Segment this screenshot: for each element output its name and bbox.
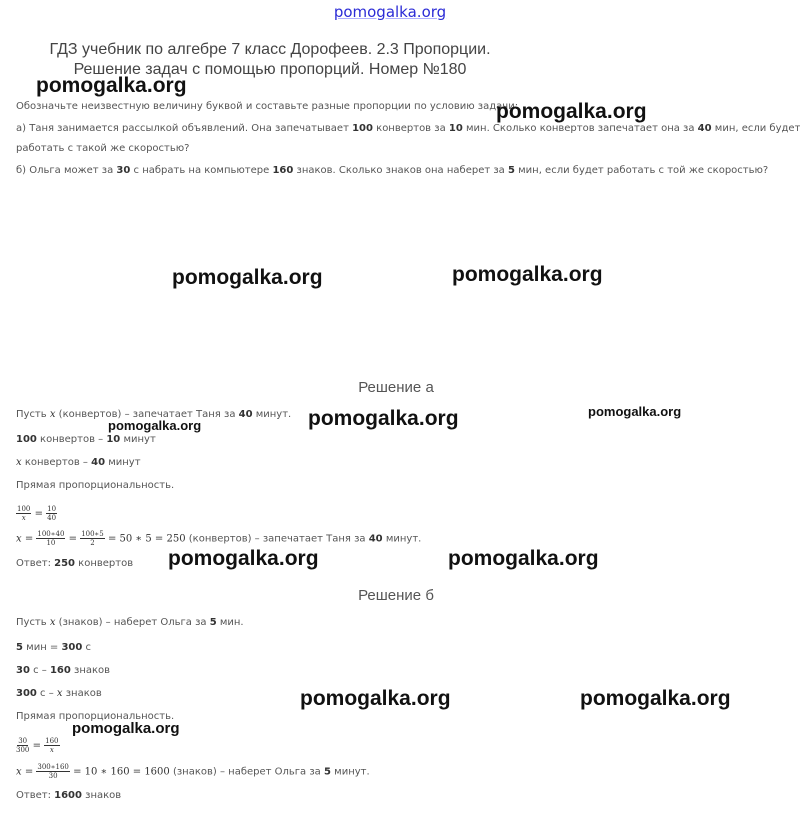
watermark: pomogalka.org: [580, 687, 731, 710]
solution-b-line4: 300 с – x знаков: [16, 688, 102, 699]
solution-a-line2: 100 конвертов – 10 минут: [16, 434, 156, 445]
solution-a-line4: Прямая пропорциональность.: [16, 480, 175, 491]
fraction: $\frac{100}{x}$: [17, 505, 31, 522]
watermark: pomogalka.org: [172, 266, 323, 289]
task-intro: Обозначьте неизвестную величину буквой и составьте разные пропорции по условию задачи:: [16, 101, 519, 112]
watermark: pomogalka.org: [496, 100, 647, 123]
watermark: pomogalka.org: [588, 404, 682, 419]
watermark: pomogalka.org: [108, 418, 202, 433]
solution-b-calc: x = $\frac{300∗160}{30}$ = 10 ∗ 160 = 1600 (знаков) – наберет Ольга за 5 минут.: [16, 763, 370, 780]
watermark: pomogalka.org: [36, 74, 187, 97]
solution-b-answer: Ответ: 1600 знаков: [16, 790, 122, 801]
solution-b-line5: Прямая пропорциональность.: [16, 711, 175, 722]
watermark: pomogalka.org: [72, 720, 180, 737]
fraction: $\frac{300∗160}{30}$: [37, 763, 69, 780]
solution-a-line1: Пусть x (конвертов) – запечатает Таня за 40 минут.: [16, 409, 292, 420]
site-header-link[interactable]: pomogalka.org: [333, 3, 447, 21]
page-title: ГДЗ учебник по алгебре 7 класс Дорофеев. 2.3 Пропорции. Решение задач с помощью пропорций. Номер №180: [49, 41, 491, 78]
solution-b-line1: Пусть x (знаков) – наберет Ольга за 5 мин.: [16, 617, 244, 628]
watermark: pomogalka.org: [168, 547, 319, 570]
watermark: pomogalka.org: [448, 547, 599, 570]
solution-b-line3: 30 с – 160 знаков: [16, 665, 111, 676]
task-a-line1: а) Таня занимается рассылкой объявлений. Она запечатывает 100 конвертов за 10 мин. Сколько конвертов запечатает она за 40 мин, если будет: [16, 123, 800, 134]
task-a-line2: работать с такой же скоростью?: [16, 143, 190, 154]
solution-a-line3: x конвертов – 40 минут: [16, 457, 141, 468]
fraction: $\frac{160}{x}$: [45, 737, 59, 754]
watermark: pomogalka.org: [452, 263, 603, 286]
fraction: $\frac{100∗5}{2}$: [81, 530, 104, 547]
task-b: б) Ольга может за 30 с набрать на компьютере 160 знаков. Сколько знаков она наберет за 5 мин, если будет работать с той же скоростью?: [16, 165, 769, 176]
solution-b-heading: Решение б: [358, 587, 434, 604]
watermark: pomogalka.org: [308, 407, 459, 430]
solution-a-proportion: $\frac{100}{x}$ = $\frac{10}{40}$: [17, 505, 57, 522]
watermark: pomogalka.org: [300, 687, 451, 710]
fraction: $\frac{100∗40}{10}$: [37, 530, 65, 547]
solution-a-calc: x = $\frac{100∗40}{10}$ = $\frac{100∗5}{2}$ = 50 ∗ 5 = 250 (конвертов) – запечатает Таня за 40 минут.: [16, 530, 422, 547]
solution-b-proportion: $\frac{30}{300}$ = $\frac{160}{x}$: [16, 737, 59, 754]
fraction: $\frac{10}{40}$: [47, 505, 57, 522]
solution-b-line2: 5 мин = 300 с: [16, 642, 92, 653]
solution-a-answer: Ответ: 250 конвертов: [16, 558, 134, 569]
fraction: $\frac{30}{300}$: [16, 737, 30, 754]
solution-a-heading: Решение а: [358, 379, 434, 396]
